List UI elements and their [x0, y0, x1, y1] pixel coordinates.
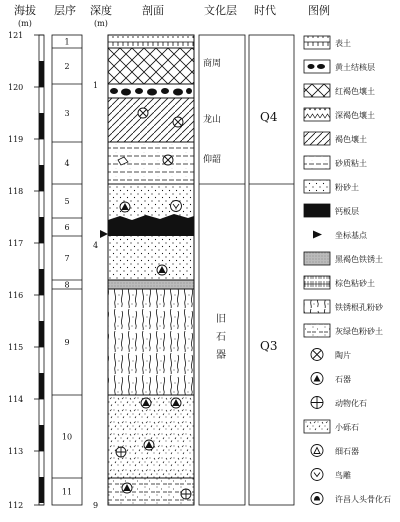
- culture-yangshao: 仰韶: [203, 155, 222, 165]
- layer-number: 11: [61, 487, 73, 497]
- header-elevation: 海拔: [14, 4, 36, 17]
- depth-label-4: 4: [93, 241, 99, 250]
- yellow-concretion-layer-legend-label: 黄土结核层: [335, 63, 375, 72]
- layer-column: [52, 35, 82, 505]
- calcareous-plate-legend-label: 钙板层: [335, 207, 359, 216]
- dark-brown-loam-legend-swatch: [304, 108, 330, 121]
- elevation-scale: [8, 31, 44, 510]
- layer-number: 3: [64, 109, 70, 118]
- elevation-tick-label: 112: [8, 501, 24, 510]
- layer-number: 9: [64, 338, 70, 347]
- layer-number: 2: [64, 62, 70, 71]
- reddish-brown-loam-legend-label: 红褐色壤土: [335, 87, 375, 96]
- header-section: 剖面: [142, 4, 164, 17]
- elevation-tick-label: 118: [8, 187, 24, 196]
- small-gravel-legend-swatch: [304, 420, 330, 433]
- elevation-tick-label: 114: [8, 395, 24, 404]
- layer-number: 7: [64, 254, 70, 263]
- header-depth-unit: (m): [94, 19, 108, 28]
- culture-shangzhou: 商周: [203, 59, 222, 69]
- layer-number: 8: [64, 280, 70, 290]
- elevation-tick-label: 120: [8, 83, 24, 92]
- header-elevation-unit: (m): [18, 19, 32, 28]
- header-depth: 深度: [90, 4, 112, 17]
- fine-stone-tool-legend-swatch: [311, 445, 323, 457]
- black-brown-ferruginous-legend-swatch: [304, 252, 330, 265]
- small-gravel-legend-label: 小砾石: [335, 423, 359, 432]
- elevation-tick-label: 121: [8, 31, 24, 40]
- grey-green-silty-loam-legend-label: 灰绿色粉砂土: [335, 327, 383, 336]
- animal-fossil-legend-swatch: [311, 397, 323, 409]
- fine-stone-tool-legend-label: 细石器: [335, 447, 359, 456]
- datum-point-legend-swatch: [313, 231, 322, 239]
- culture-paleolithic-1: 旧: [216, 314, 226, 325]
- brown-loam-legend-swatch: [304, 132, 330, 145]
- culture-layer-column: [199, 35, 245, 505]
- depth-label-1: 1: [93, 81, 99, 90]
- brown-clayey-sand-legend-label: 棕色粘砂土: [335, 279, 375, 288]
- rusty-root-silt-sand-legend-label: 铁锈根孔粉砂: [335, 303, 383, 312]
- reddish-brown-loam-legend-swatch: [304, 84, 330, 97]
- yellow-concretion-layer-legend-swatch: [304, 60, 330, 73]
- header-period: 时代: [254, 4, 276, 17]
- header-legend: 图例: [308, 4, 330, 17]
- period-q3: Q3: [260, 339, 278, 353]
- silt-legend-label: 粉砂土: [335, 183, 359, 192]
- grey-green-silty-loam-legend-swatch: [304, 324, 330, 337]
- elevation-tick-label: 115: [8, 343, 24, 352]
- layer-number: 5: [64, 197, 70, 206]
- layer-number: 4: [64, 159, 70, 168]
- xuchang-skull-fossil-legend-label: 许昌人头骨化石: [335, 495, 391, 504]
- depth-label-9: 9: [93, 501, 99, 510]
- culture-paleolithic-3: 器: [216, 350, 226, 361]
- surface-soil-legend-swatch: [304, 36, 330, 49]
- section-column: [108, 35, 194, 505]
- bird-carving-legend-label: 鸟雕: [335, 471, 351, 480]
- animal-fossil-legend-label: 动物化石: [335, 399, 367, 408]
- calcareous-plate-legend-swatch: [304, 204, 330, 217]
- culture-paleolithic-2: 石: [216, 332, 226, 343]
- layer-number: 1: [64, 37, 70, 47]
- potsherd-legend-swatch: [311, 349, 323, 361]
- header-layer: 层序: [54, 4, 76, 17]
- datum-point-marker: [100, 230, 108, 238]
- period-q4: Q4: [260, 110, 278, 124]
- xuchang-skull-fossil-legend-swatch: [311, 493, 323, 505]
- layer-number: 10: [61, 432, 73, 442]
- potsherd-legend-label: 陶片: [335, 351, 351, 360]
- culture-longshan: 龙山: [203, 115, 222, 125]
- surface-soil-legend-label: 表土: [335, 39, 351, 48]
- period-column: [249, 35, 294, 505]
- sandy-clay-legend-label: 砂质粘土: [335, 159, 367, 168]
- elevation-tick-label: 116: [8, 291, 24, 300]
- rusty-root-silt-sand-legend-swatch: [304, 300, 330, 313]
- silt-legend-swatch: [304, 180, 330, 193]
- bird-carving-legend-swatch: [311, 469, 323, 481]
- datum-point-legend-label: 坐标基点: [335, 231, 367, 240]
- brown-loam-legend-label: 褐色壤土: [335, 135, 367, 144]
- stone-artifact-legend-swatch: [311, 373, 323, 385]
- stone-artifact-legend-label: 石器: [335, 375, 351, 384]
- dark-brown-loam-legend-label: 深褐色壤土: [335, 111, 375, 120]
- elevation-tick-label: 117: [8, 239, 24, 248]
- layer-number: 6: [64, 223, 70, 232]
- black-brown-ferruginous-legend-label: 黑褐色铁锈土: [335, 255, 383, 264]
- header-culture: 文化层: [204, 4, 237, 17]
- sandy-clay-legend-swatch: [304, 156, 330, 169]
- bird-carving-symbols: [171, 201, 182, 212]
- legend: [304, 36, 391, 505]
- elevation-tick-label: 119: [8, 135, 24, 144]
- elevation-tick-label: 113: [8, 447, 24, 456]
- brown-clayey-sand-legend-swatch: [304, 276, 330, 289]
